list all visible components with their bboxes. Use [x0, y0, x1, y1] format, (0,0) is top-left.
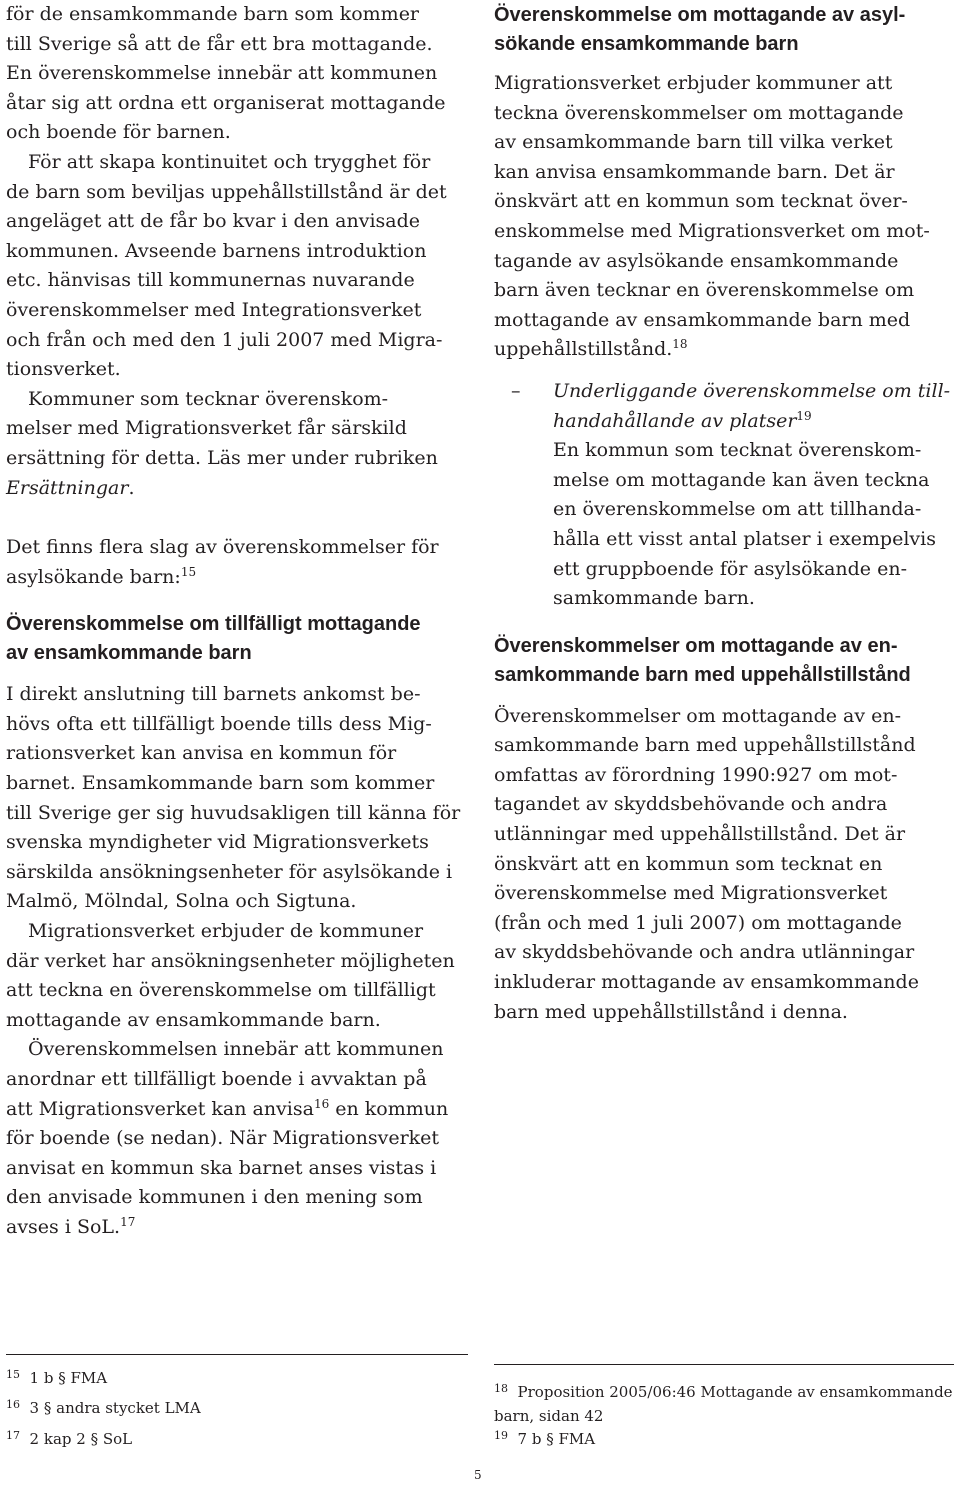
right-column [494, 1, 956, 1027]
footnote-text: barn, sidan 42 [494, 1407, 604, 1425]
text-line: En överenskommelse innebär att kommunen [6, 62, 438, 85]
text-line: För att skapa kontinuitet och trygghet för [28, 150, 431, 173]
text-line: en överenskommelse om att tillhanda- [553, 498, 922, 521]
text-line: barnet. Ensamkommande barn som kommer [6, 772, 435, 795]
text-line [6, 1213, 468, 1243]
footnote-text: 3 § andra stycket LMA [29, 1399, 201, 1417]
footnote [494, 1427, 595, 1451]
text-line: melse om mottagande kan även teckna [553, 468, 930, 491]
text-line: där verket har ansökningsenheter möjligheten [6, 949, 455, 972]
text-line: Migrationsverket erbjuder kommuner att [494, 72, 893, 94]
text-line: I direkt anslutning till barnets ankomst be- [6, 683, 421, 706]
footnote-number: 18 [494, 1382, 508, 1395]
footnote-number: 17 [6, 1429, 20, 1442]
text-line: och från och med den 1 juli 2007 med Migra- [6, 328, 443, 351]
text-line: Överenskommelsen innebär att kommunen [28, 1038, 444, 1061]
text-line: för boende (se nedan). När Migrationsverket [6, 1127, 440, 1150]
text-line: ett gruppboende för asylsökande en- [553, 557, 907, 580]
section-heading: samkommande barn med uppehållstillstånd [494, 663, 911, 686]
footnote [494, 1380, 953, 1404]
footnote-text: Proposition 2005/06:46 Mottagande av ensamkommande [517, 1383, 953, 1401]
text-line: etc. hänvisas till kommunernas nuvarande [6, 269, 415, 292]
left-paragraph-2 [6, 148, 468, 385]
footnote-ref: 18 [672, 337, 688, 352]
text-line: kan anvisa ensamkommande barn. Det är [494, 160, 895, 183]
text-line: melser med Migrationsverket får särskild [6, 417, 407, 440]
left-column [6, 0, 468, 1243]
text-line: enskommelse med Migrationsverket om mot- [494, 219, 930, 242]
text-line [6, 474, 468, 504]
italic-reference: Ersättningar [6, 476, 129, 499]
text-line: En kommun som tecknat överenskom- [553, 439, 922, 462]
text-line: utlänningar med uppehållstillstånd. Det är [494, 823, 906, 846]
text-line: anordnar ett tillfälligt boende i avvaktan på [6, 1068, 427, 1090]
footnote [6, 1427, 132, 1451]
footnote [494, 1404, 603, 1428]
text-line: samkommande barn med uppehållstillstånd [494, 734, 916, 757]
text-line: (från och med 1 juli 2007) om mottagande [494, 911, 902, 934]
text-line: önskvärt att en kommun som tecknat över- [494, 190, 908, 213]
left-paragraph-4 [6, 533, 468, 592]
dash-bullet: – [511, 379, 521, 402]
text-line: de barn som beviljas uppehållstillstånd är det [6, 180, 447, 203]
text-line: mottagande av ensamkommande barn. [6, 1008, 381, 1031]
right-heading-2 [494, 632, 956, 690]
left-paragraph-7 [6, 1035, 468, 1242]
text-line: önskvärt att en kommun som tecknat en [494, 852, 883, 875]
footnote-number: 16 [6, 1398, 20, 1411]
text-line: Överenskommelser om mottagande av en- [494, 704, 902, 727]
text-line [494, 335, 956, 365]
text-line: samkommande barn. [553, 587, 755, 610]
text-line: åtar sig att ordna ett organiserat mottagande [6, 91, 446, 114]
footnote-ref: 16 [313, 1096, 330, 1111]
section-heading: av ensamkommande barn [6, 642, 252, 665]
text-line: svenska myndigheter vid Migrationsverkets [6, 831, 429, 854]
text-line: Malmö, Mölndal, Solna och Sigtuna. [6, 890, 357, 913]
text-line: av skyddsbehövande och andra utlänningar [494, 941, 915, 964]
text-line: tionsverket. [6, 358, 121, 381]
footnote-text: 2 kap 2 § SoL [29, 1430, 133, 1448]
left-paragraph-5 [6, 680, 468, 917]
left-paragraph-3 [6, 385, 468, 503]
footnote-divider [6, 1354, 468, 1355]
section-heading: Överenskommelse om mottagande av asyl- [494, 4, 906, 26]
list-item-title [553, 377, 956, 407]
text-line: tagande av asylsökande ensamkommande [494, 249, 899, 272]
text-line: den anvisade kommunen i den mening som [6, 1186, 423, 1209]
text-line: teckna överenskommelser om mottagande [494, 101, 904, 124]
text-line: av ensamkommande barn till vilka verket [494, 131, 893, 154]
text-line: och boende för barnen. [6, 121, 231, 144]
right-paragraph-1 [494, 69, 956, 365]
text-line: för de ensamkommande barn som kommer [6, 3, 420, 25]
text-line: att teckna en överenskommelse om tillfälligt [6, 979, 436, 1002]
text-fragment: . [128, 476, 135, 499]
footnote-ref: 17 [120, 1214, 136, 1229]
left-paragraph-1 [6, 0, 468, 148]
text-line: överenskommelser med Integrationsverket [6, 298, 422, 321]
right-paragraph-2 [494, 702, 956, 1028]
text-line: rationsverket kan anvisa en kommun för [6, 742, 397, 765]
text-line: barn med uppehållstillstånd i denna. [494, 1000, 848, 1023]
text-line: överenskommelse med Migrationsverket [494, 882, 888, 905]
section-heading: sökande ensamkommande barn [494, 33, 799, 55]
page-number: 5 [474, 1468, 482, 1482]
text-line: hövs ofta ett tillfälligt boende tills dess Mig- [6, 712, 432, 735]
right-heading-1 [494, 1, 956, 59]
text-fragment: asylsökande barn: [6, 565, 181, 588]
text-fragment: uppehållstillstånd. [494, 338, 673, 361]
text-line: angeläget att de får bo kvar i den anvisade [6, 210, 421, 233]
text-line: anvisat en kommun ska barnet anses vistas i [6, 1156, 437, 1179]
list-item [494, 377, 956, 614]
text-line: inkluderar mottagande av ensamkommande [494, 971, 919, 994]
footnote-ref: 19 [796, 408, 812, 423]
footnote-divider [494, 1364, 954, 1365]
footnote-text: 7 b § FMA [517, 1430, 596, 1448]
section-heading: Överenskommelser om mottagande av en- [494, 634, 898, 657]
section-heading: Överenskommelse om tillfälligt mottagande [6, 613, 421, 636]
text-fragment: Underliggande överenskommelse om till- [553, 379, 951, 402]
text-line: ersättning för detta. Läs mer under rubriken [6, 446, 438, 469]
left-heading-1 [6, 610, 468, 668]
footnote [6, 1396, 201, 1420]
text-line: särskilda ansökningsenheter för asylsökande i [6, 860, 453, 883]
footnote-text: 1 b § FMA [29, 1369, 108, 1387]
text-line: hålla ett visst antal platser i exempelvis [553, 527, 936, 550]
text-line: omfattas av förordning 1990:927 om mot- [494, 763, 898, 786]
footnote [6, 1366, 107, 1390]
footnote-ref: 15 [180, 564, 197, 579]
text-line: till Sverige ger sig huvudsakligen till känna för [6, 801, 461, 824]
text-line [6, 563, 468, 593]
text-line: tagandet av skyddsbehövande och andra [494, 793, 888, 816]
text-fragment: en kommun [329, 1097, 449, 1120]
list-item-title [553, 407, 956, 437]
text-line: Migrationsverket erbjuder de kommuner [28, 920, 424, 943]
text-fragment: att Migrationsverket kan anvisa [6, 1097, 314, 1120]
text-line: Det finns flera slag av överenskommelser för [6, 536, 439, 559]
text-line [6, 1095, 468, 1125]
text-line: kommunen. Avseende barnens introduktion [6, 239, 427, 262]
text-fragment: avses i SoL. [6, 1215, 121, 1238]
text-line: till Sverige så att de får ett bra mottagande. [6, 32, 433, 55]
text-line: mottagande av ensamkommande barn med [494, 308, 911, 331]
left-paragraph-6 [6, 917, 468, 1035]
text-line: Kommuner som tecknar överenskom- [28, 387, 389, 410]
text-fragment: handahållande av platser [553, 409, 797, 432]
footnote-number: 15 [6, 1368, 20, 1381]
text-line: barn även tecknar en överenskommelse om [494, 279, 915, 302]
footnote-number: 19 [494, 1429, 508, 1442]
